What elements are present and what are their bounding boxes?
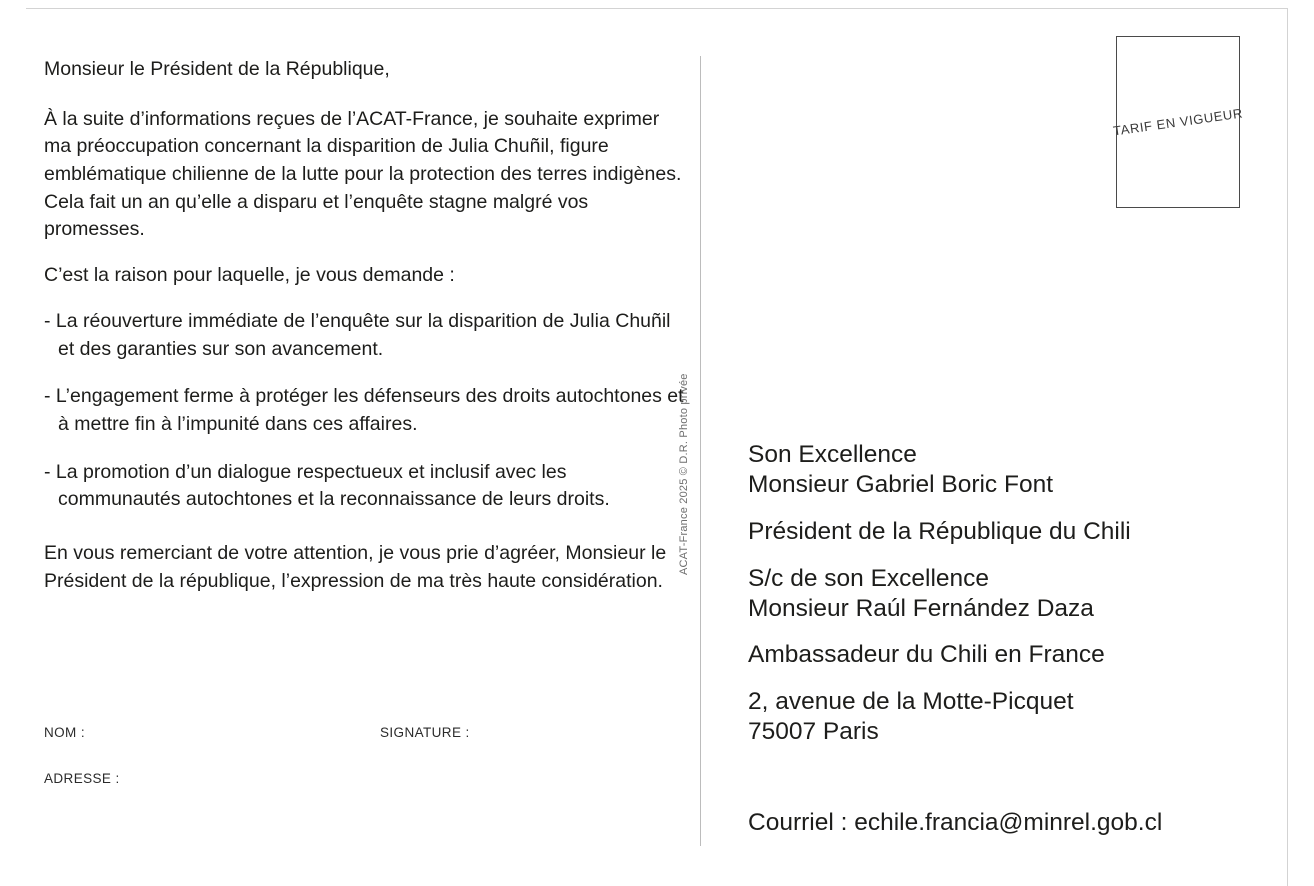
message-block	[44, 56, 684, 613]
street-line-1: 2, avenue de la Motte-Picquet	[748, 688, 1074, 716]
stamp-label: TARIF EN VIGUEUR	[1112, 105, 1244, 139]
nom-label: NOM :	[44, 725, 85, 740]
nom-signature-row	[44, 725, 664, 771]
recipient-title: Président de la République du Chili	[748, 517, 1131, 545]
signature-label: SIGNATURE :	[380, 725, 470, 740]
recipient-title-group	[748, 517, 1268, 547]
message-paragraph-1: À la suite d’informations reçues de l’ACAT-France, je souhaite exprimer ma préoccupation concernant la disparition de Julia Chuñil, figure emblématique chilienne de la lutte pour la protection des terres indigènes. Cela fait un an qu’elle a disparu et l’enquête stagne malgré vos promesses.	[44, 107, 682, 241]
ambassador-title: Ambassadeur du Chili en France	[748, 641, 1105, 669]
address-block	[748, 440, 1268, 837]
signature-fields	[44, 725, 664, 817]
adresse-label: ADRESSE :	[44, 771, 120, 786]
vertical-divider	[700, 56, 701, 846]
street-group	[748, 687, 1268, 747]
care-of-line-1: S/c de son Excellence	[748, 564, 990, 592]
street-line-2: 75007 Paris	[748, 718, 879, 746]
recipient-group	[748, 440, 1268, 500]
adresse-row	[44, 771, 664, 817]
ambassador-title-group	[748, 640, 1268, 670]
demand-item-1: - La réouverture immédiate de l’enquête sur la disparition de Julia Chuñil et des garanties sur son avancement.	[44, 309, 671, 360]
demand-item-3: - La promotion d’un dialogue respectueux et inclusif avec les communautés autochtones et la reconnaissance de leurs droits.	[44, 460, 610, 511]
care-of-group	[748, 564, 1268, 624]
stamp-box	[1112, 36, 1244, 208]
demand-item-2: - L’engagement ferme à protéger les défenseurs des droits autochtones et à mettre fin à l’impunité dans ces affaires.	[44, 385, 684, 435]
email-line: Courriel : echile.francia@minrel.gob.cl	[748, 809, 1163, 836]
closing-text: En vous remerciant de votre attention, je vous prie d’agréer, Monsieur le Président de la république, l’expression de ma très haute considération.	[44, 541, 667, 592]
recipient-line-2: Monsieur Gabriel Boric Font	[748, 470, 1054, 498]
right-edge-rule	[1287, 8, 1288, 886]
message-paragraph-2: C’est la raison pour laquelle, je vous demande :	[44, 264, 455, 287]
salutation-text: Monsieur le Président de la République,	[44, 58, 390, 80]
care-of-line-2: Monsieur Raúl Fernández Daza	[748, 594, 1094, 622]
recipient-line-1: Son Excellence	[748, 441, 917, 468]
top-edge-rule	[26, 8, 1288, 9]
photo-credit: ACAT-France 2025 © D.R. Photo privée	[678, 373, 690, 575]
